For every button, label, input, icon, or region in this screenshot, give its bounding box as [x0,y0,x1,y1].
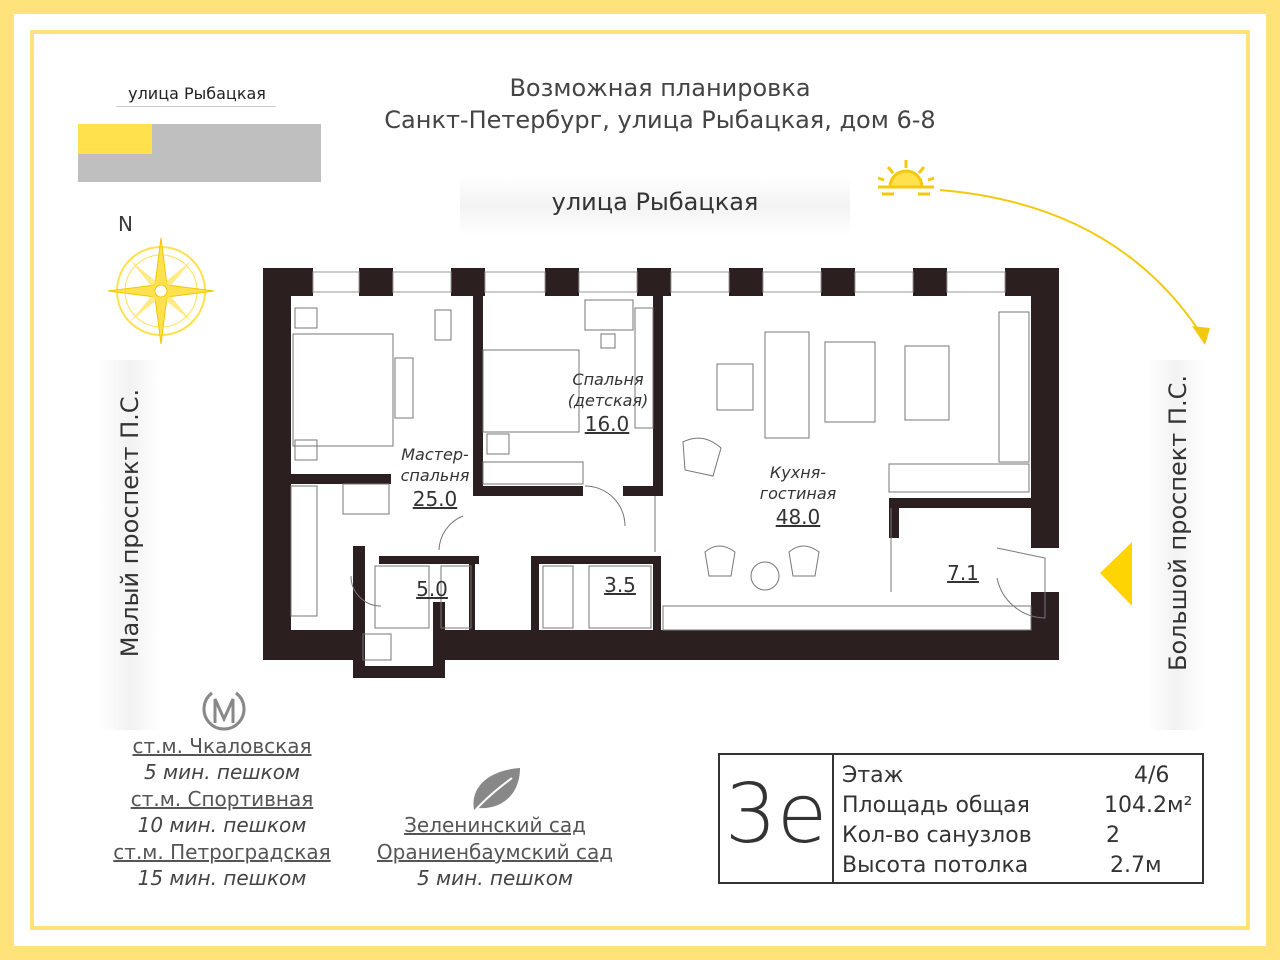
floor-plan [255,262,1065,682]
room-master-name-line1: Мастер- [401,445,469,464]
legend-map-block [78,124,321,182]
info-floor-label: Этаж [842,763,904,788]
legend-divider [116,106,276,107]
room-kitchen-name-line2: гостиная [759,484,837,503]
metro-time-1: 5 мин. пешком [143,760,301,784]
metro-icon [198,689,250,733]
street-top-label: улица Рыбацкая [551,188,759,216]
room-kitchen-name-line1: Кухня- [769,463,827,482]
title-line-1: Возможная планировка [509,74,811,102]
outer-walls [263,268,1059,678]
room-bath2-area: 3.5 [604,573,636,597]
info-ceiling-label: Высота потолка [842,853,1029,878]
street-left-label: Малый проспект П.С. [116,388,144,658]
compass-icon [106,236,216,346]
room-kitchen-area: 48.0 [775,505,821,529]
apartment-code: 3е [724,767,828,862]
metro-time-2: 10 мин. пешком [137,813,307,837]
room-child-name [560,369,656,411]
legend-highlight [78,124,152,154]
info-floor-value: 4/6 [1134,763,1170,788]
room-hall-area: 7.1 [947,561,979,585]
park-time: 5 мин. пешком [416,866,574,890]
info-baths-label: Кол-во санузлов [842,823,1032,848]
room-bath1-area: 5.0 [416,577,448,601]
metro-time-3: 15 мин. пешком [137,866,307,890]
room-child-name-line2: (детская) [567,391,649,410]
info-area-value: 104.2м² [1104,793,1193,818]
metro-station-3: ст.м. Петроградская [113,840,331,864]
room-kitchen-name [750,462,846,504]
legend-street-label: улица Рыбацкая [128,84,266,103]
park-2: Ораниенбаумский сад [376,840,614,864]
room-child-area: 16.0 [584,412,630,436]
metro-station-2: ст.м. Спортивная [130,787,314,811]
entrance-arrow-icon [1100,542,1132,606]
room-master-name-line2: спальня [400,466,470,485]
street-right-label: Большой проспект П.С. [1164,375,1192,671]
park-1: Зеленинский сад [404,813,586,837]
apartment-info-box [718,753,1204,884]
info-ceiling-value: 2.7м [1110,853,1162,878]
compass-north-label: N [118,212,133,236]
room-master-name [392,444,478,486]
room-master-area: 25.0 [412,487,458,511]
leaf-icon [468,766,524,816]
sun-icon [878,160,934,194]
street-top [460,176,850,236]
info-baths-value: 2 [1106,823,1120,848]
info-divider [832,755,834,882]
info-area-label: Площадь общая [842,793,1030,818]
metro-station-1: ст.м. Чкаловская [132,734,312,758]
title-line-2: Санкт-Петербург, улица Рыбацкая, дом 6-8 [384,106,936,134]
room-child-name-line1: Спальня [572,370,644,389]
